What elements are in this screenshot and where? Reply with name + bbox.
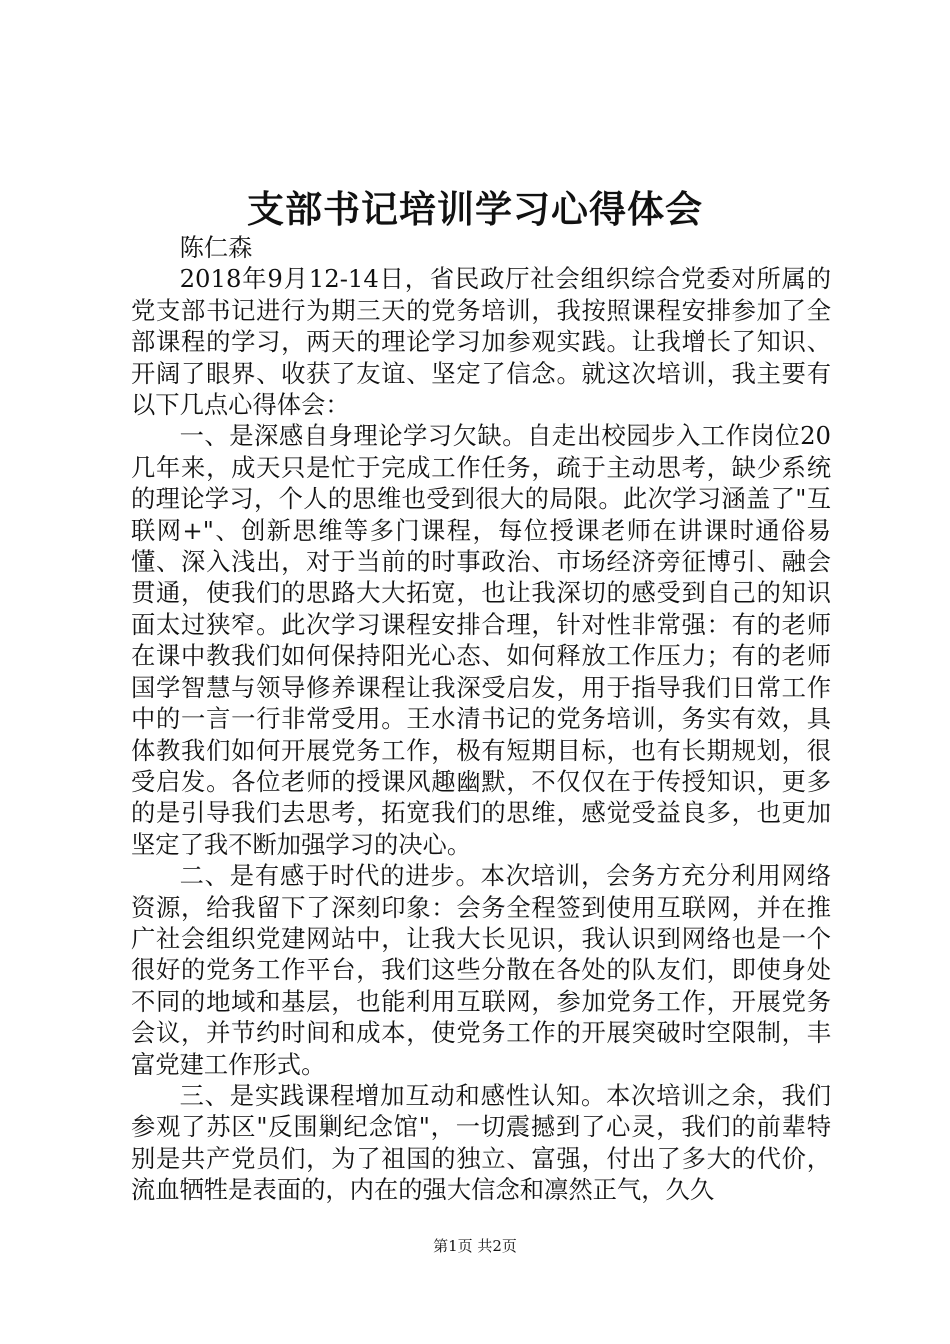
document-title: 支部书记培训学习心得体会 — [247, 187, 703, 231]
author-name: 陈仁森 — [179, 233, 253, 262]
paragraph-point-2: 二、是有感于时代的进步。本次培训，会务方充分利用网络资源，给我留下了深刻印象：会务全程签到使用互联网，并在推广社会组织党建网站中，让我大长见识，我认识到网络也是一个很好的党务工作平台，我们这些分散在各处的队友们，即使身处不同的地域和基层，也能利用互联网，参加党务工作，开展党务会议，并节约时间和成本，使党务工作的开展突破时空限制，丰富党建工作形式。 — [131, 861, 831, 1079]
page-number-footer: 第1页 共2页 — [433, 1237, 517, 1255]
paragraph-point-1: 一、是深感自身理论学习欠缺。自走出校园步入工作岗位20几年来，成天只是忙于完成工作任务，疏于主动思考，缺少系统的理论学习，个人的思维也受到很大的局限。此次学习涵盖了"互联网+"、创新思维等多门课程，每位授课老师在讲课时通俗易懂、深入浅出，对于当前的时事政治、市场经济旁征博引、融会贯通，使我们的思路大大拓宽，也让我深切的感受到自己的知识面太过狭窄。此次学习课程安排合理，针对性非常强：有的老师在课中教我们如何保持阳光心态、如何释放工作压力；有的老师国学智慧与领导修养课程让我深受启发，用于指导我们日常工作中的一言一行非常受用。王水清书记的党务培训，务实有效，具体教我们如何开展党务工作，极有短期目标，也有长期规划，很受启发。各位老师的授课风趣幽默，不仅仅在于传授知识，更多的是引导我们去思考，拓宽我们的思维，感觉受益良多，也更加坚定了我不断加强学习的决心。 — [131, 421, 831, 859]
paragraph-point-3: 三、是实践课程增加互动和感性认知。本次培训之余，我们参观了苏区"反围剿纪念馆"，一切震撼到了心灵，我们的前辈特别是共产党员们，为了祖国的独立、富强，付出了多大的代价，流血牺牲是表面的，内在的强大信念和凛然正气，久久 — [131, 1080, 831, 1205]
paragraph-intro: 2018年9月12-14日，省民政厅社会组织综合党委对所属的党支部书记进行为期三天的党务培训，我按照课程安排参加了全部课程的学习，两天的理论学习加参观实践。让我增长了知识、开阔了眼界、收获了友谊、坚定了信念。就这次培训，我主要有以下几点心得体会： — [131, 264, 831, 420]
document-body — [131, 232, 831, 1206]
